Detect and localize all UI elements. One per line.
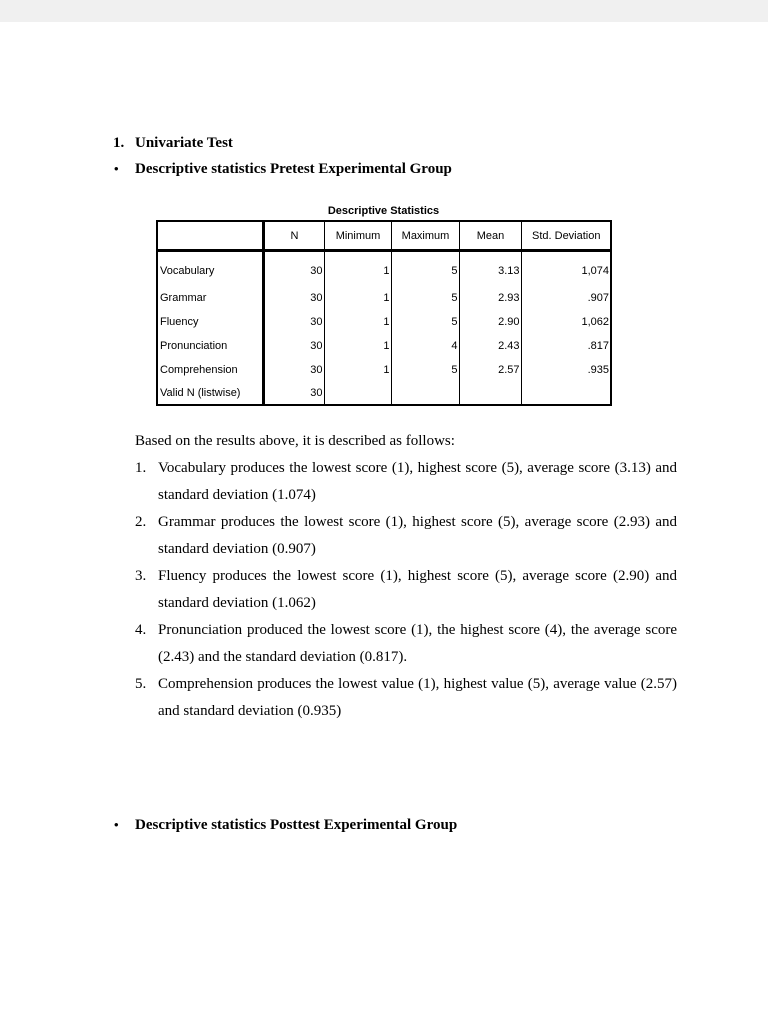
table-cell: .817 xyxy=(521,334,611,358)
column-header: N xyxy=(263,221,324,251)
bullet-icon: • xyxy=(114,817,119,832)
table-row xyxy=(157,310,611,334)
column-header: Mean xyxy=(459,221,521,251)
table-cell: 30 xyxy=(263,334,324,358)
heading-text: Descriptive statistics Pretest Experimental Group xyxy=(135,161,452,177)
bullet-icon: • xyxy=(114,161,119,176)
table-cell: 5 xyxy=(391,251,459,287)
list-item-text: Pronunciation produced the lowest score (1), the highest score (4), the average score (2.43) and the standard deviation (0.817). xyxy=(158,622,677,665)
list-item xyxy=(135,455,677,509)
list-number: 2. xyxy=(135,514,147,530)
heading-text: Descriptive statistics Posttest Experimental Group xyxy=(135,817,458,833)
table-cell: 1 xyxy=(324,358,391,382)
table-cell: 1 xyxy=(324,334,391,358)
table-cell: 2.43 xyxy=(459,334,521,358)
list-number: 1. xyxy=(113,135,125,151)
table-cell: 1,062 xyxy=(521,310,611,334)
table-row xyxy=(157,358,611,382)
table-cell xyxy=(521,382,611,405)
list-item-text: Comprehension produces the lowest value (1), highest value (5), average value (2.57) and standard deviation (0.935) xyxy=(158,676,677,719)
table-cell: 1 xyxy=(324,251,391,287)
table-row xyxy=(157,251,611,287)
list-number: 5. xyxy=(135,676,147,692)
table-cell: 30 xyxy=(263,310,324,334)
column-header: Std. Deviation xyxy=(521,221,611,251)
list-item xyxy=(135,617,677,671)
row-label: Valid N (listwise) xyxy=(157,382,263,405)
list-number: 1. xyxy=(135,460,147,476)
document-page xyxy=(0,22,768,1024)
table-cell: .907 xyxy=(521,286,611,310)
list-item-text: Fluency produces the lowest score (1), highest score (5), average score (2.90) and standard deviation (1.062) xyxy=(158,568,677,611)
table-cell xyxy=(324,382,391,405)
column-header: Maximum xyxy=(391,221,459,251)
table-cell: .935 xyxy=(521,358,611,382)
table-cell: 2.90 xyxy=(459,310,521,334)
table-cell xyxy=(391,382,459,405)
list-item xyxy=(135,671,677,725)
viewer-top-bar xyxy=(0,0,768,22)
table-cell: 2.93 xyxy=(459,286,521,310)
table-cell: 30 xyxy=(263,358,324,382)
section-heading-univariate xyxy=(113,134,233,152)
row-label: Comprehension xyxy=(157,358,263,382)
intro-paragraph: Based on the results above, it is described as follows: xyxy=(135,433,455,449)
table-cell: 5 xyxy=(391,286,459,310)
findings-list xyxy=(135,455,677,725)
section-heading-pretest xyxy=(113,160,452,178)
list-item-text: Vocabulary produces the lowest score (1), highest score (5), average score (3.13) and standard deviation (1.074) xyxy=(158,460,677,503)
table-header-row xyxy=(157,221,611,251)
list-number: 4. xyxy=(135,622,147,638)
list-item xyxy=(135,563,677,617)
table-row xyxy=(157,286,611,310)
table-row xyxy=(157,382,611,405)
list-number: 3. xyxy=(135,568,147,584)
column-header: Minimum xyxy=(324,221,391,251)
table-cell: 5 xyxy=(391,358,459,382)
table-cell: 30 xyxy=(263,286,324,310)
list-item-text: Grammar produces the lowest score (1), highest score (5), average score (2.93) and standard deviation (0.907) xyxy=(158,514,677,557)
descriptive-statistics-table xyxy=(156,220,612,406)
table-cell: 2.57 xyxy=(459,358,521,382)
table-cell: 30 xyxy=(263,251,324,287)
row-label: Pronunciation xyxy=(157,334,263,358)
section-heading-posttest xyxy=(113,816,457,834)
table-title: Descriptive Statistics xyxy=(327,205,440,217)
table-cell: 1 xyxy=(324,310,391,334)
heading-text: Univariate Test xyxy=(135,135,233,151)
table-cell: 5 xyxy=(391,310,459,334)
table-row xyxy=(157,334,611,358)
table-cell: 3.13 xyxy=(459,251,521,287)
table-cell: 30 xyxy=(263,382,324,405)
table-cell: 4 xyxy=(391,334,459,358)
list-item xyxy=(135,509,677,563)
column-header xyxy=(157,221,263,251)
row-label: Vocabulary xyxy=(157,251,263,287)
table-cell: 1 xyxy=(324,286,391,310)
row-label: Grammar xyxy=(157,286,263,310)
table-cell xyxy=(459,382,521,405)
row-label: Fluency xyxy=(157,310,263,334)
table-cell: 1,074 xyxy=(521,251,611,287)
